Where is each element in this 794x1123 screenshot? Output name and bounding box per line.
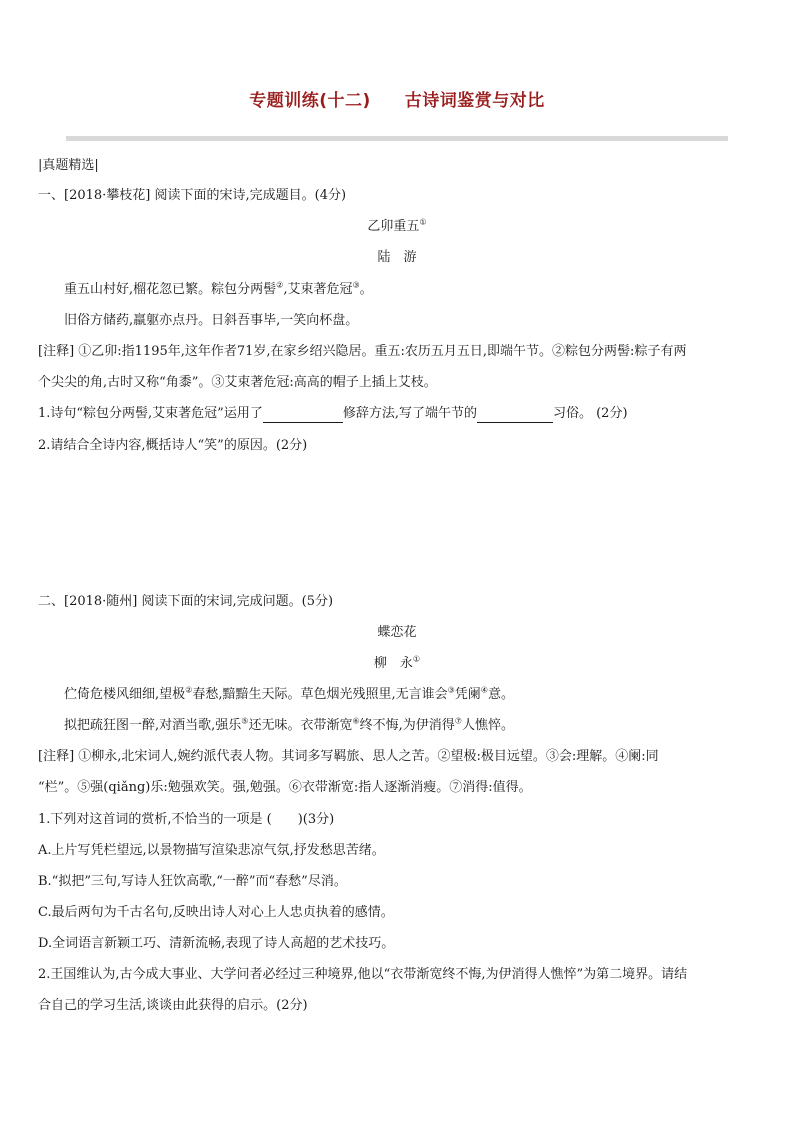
q2-subquestion-1: 1.下列对这首词的赏析,不恰当的一项是 ( )(3分)	[38, 812, 335, 827]
title-sub: 古诗词鉴赏与对比	[404, 91, 545, 111]
q2-poem-line-1: 伫倚危楼风细细,望极②春愁,黯黯生天际。草色烟光残照里,无言谁会③凭阑④意。	[64, 685, 514, 702]
q1-subquestion-1: 1.诗句“粽包分两髻,艾束著危冠”运用了 修辞方法,写了端午节的 习俗。 (2分)	[38, 406, 628, 421]
page-title	[0, 86, 794, 111]
q2-notes-line-2: “栏”。⑤强(qiǎng)乐:勉强欢笑。强,勉强。⑥衣带渐宽:指人逐渐消瘦。⑦消得:值得。	[38, 780, 532, 795]
q2-subquestion-2-line-2: 合自己的学习生活,谈谈由此获得的启示。(2分)	[38, 998, 308, 1013]
q2-option-d: D.全词语言新颖工巧、清新流畅,表现了诗人高超的艺术技巧。	[38, 936, 395, 951]
q1-subquestion-2: 2.请结合全诗内容,概括诗人“笑”的原因。(2分)	[38, 438, 308, 453]
title-main: 专题训练(十二)	[249, 91, 371, 111]
q1-notes-line-2: 个尖尖的角,古时又称“角黍”。③艾束著危冠:高高的帽子上插上艾枝。	[38, 375, 437, 390]
q2-heading: 二、[2018·随州] 阅读下面的宋词,完成问题。(5分)	[38, 594, 334, 609]
q1-title-note: ①	[419, 217, 427, 227]
q1-notes-line-1: [注释] ①乙卯:指1195年,这年作者71岁,在家乡绍兴隐居。重五:农历五月五日,即端午节。②粽包分两髻:粽子有两	[38, 344, 687, 359]
answer-blank-2[interactable]	[477, 408, 553, 423]
q1-heading: 一、[2018·攀枝花] 阅读下面的宋诗,完成题目。(4分)	[38, 188, 347, 203]
answer-blank-1[interactable]	[263, 408, 343, 423]
q1-poem-line-2: 旧俗方储药,羸躯亦点丹。日斜吾事毕,一笑向杯盘。	[64, 313, 359, 328]
q2-author: 柳 永①	[373, 654, 421, 671]
q2-poem-line-2: 拟把疏狂图一醉,对酒当歌,强乐⑤还无味。衣带渐宽⑥终不悔,为伊消得⑦人憔悴。	[64, 716, 514, 733]
q2-subquestion-2-line-1: 2.王国维认为,古今成大事业、大学问者必经过三种境界,他以“衣带渐宽终不悔,为伊消得人憔悴”为第二境界。请结	[38, 967, 688, 982]
q2-author-note: ①	[412, 654, 421, 664]
q2-poem-title: 蝶恋花	[377, 625, 417, 640]
q1-poem-title: 乙卯重五①	[367, 217, 427, 234]
q2-notes-line-1: [注释] ①柳永,北宋词人,婉约派代表人物。其词多写羁旅、思人之苦。②望极:极目远望。③会:理解。④阑:同	[38, 749, 659, 764]
q1-author: 陆 游	[377, 250, 417, 265]
title-divider	[66, 136, 728, 141]
q2-option-b: B.“拟把”三句,写诗人狂饮高歌,“一醉”而“春愁”尽消。	[38, 874, 347, 889]
q2-option-c: C.最后两句为千古名句,反映出诗人对心上人忠贞执着的感情。	[38, 905, 394, 920]
section-tag: |真题精选|	[38, 158, 99, 173]
q1-poem-line-1: 重五山村好,榴花忽已繁。粽包分两髻②,艾束著危冠③。	[64, 280, 373, 297]
q2-option-a: A.上片写凭栏望远,以景物描写渲染悲凉气氛,抒发愁思苦绪。	[38, 843, 385, 858]
